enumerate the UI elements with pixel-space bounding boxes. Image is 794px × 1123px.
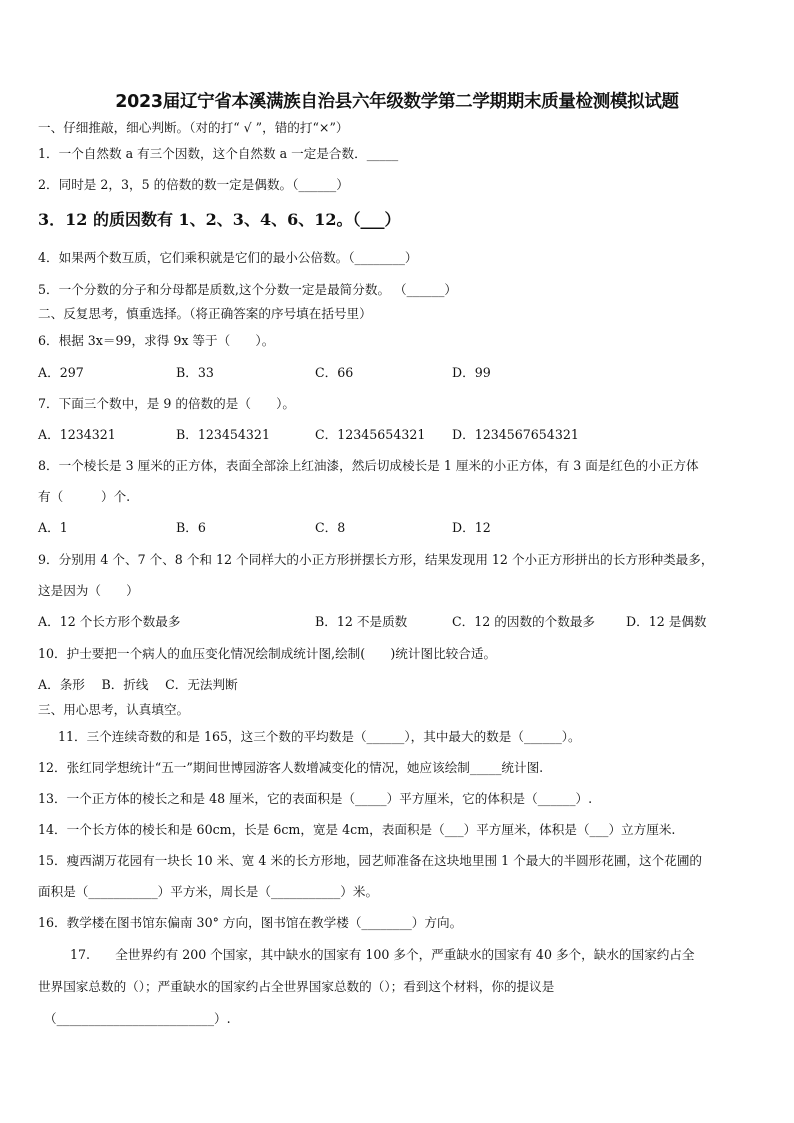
question-17-line-3: （_________________________）. bbox=[44, 1011, 231, 1026]
option-c: C．66 bbox=[315, 365, 354, 380]
question-12: 12．张红同学想统计“五一”期间世博园游客人数增减变化的情况，她应该绘制_____统计图. bbox=[38, 760, 544, 775]
question-11: 11．三个连续奇数的和是 165，这三个数的平均数是（______），其中最大的数是（______）。 bbox=[58, 729, 581, 744]
question-10: 10．护士要把一个病人的血压变化情况绘制成统计图,绘制( )统计图比较合适。 bbox=[38, 646, 497, 661]
question-10-options: A．条形 B．折线 C．无法判断 bbox=[38, 677, 238, 692]
page-title: 2023届辽宁省本溪满族自治县六年级数学第二学期期末质量检测模拟试题 bbox=[115, 92, 679, 112]
option-d: D．12 是偶数 bbox=[626, 614, 707, 629]
option-a: A．12 个长方形个数最多 bbox=[38, 614, 181, 629]
question-4: 4．如果两个数互质，它们乘积就是它们的最小公倍数。（________） bbox=[38, 250, 418, 265]
option-d: D．12 bbox=[452, 520, 491, 535]
option-d: D．1234567654321 bbox=[452, 427, 579, 442]
option-a: A．297 bbox=[38, 365, 84, 380]
question-14: 14．一个长方体的棱长和是 60cm，长是 6cm，宽是 4cm，表面积是（___）平方厘米，体积是（___）立方厘米. bbox=[38, 822, 676, 837]
option-b: B．6 bbox=[176, 520, 206, 535]
question-5: 5．一个分数的分子和分母都是质数,这个分数一定是最简分数。 （______） bbox=[38, 282, 458, 297]
question-7: 7．下面三个数中，是 9 的倍数的是（ ）。 bbox=[38, 396, 296, 411]
question-13: 13．一个正方体的棱长之和是 48 厘米，它的表面积是（_____）平方厘米，它的体积是（______）. bbox=[38, 791, 593, 806]
question-15-line-2: 面积是（___________）平方米，周长是（___________）米。 bbox=[38, 884, 379, 899]
option-b: B．123454321 bbox=[176, 427, 270, 442]
question-8-line-1: 8．一个棱长是 3 厘米的正方体，表面全部涂上红油漆，然后切成棱长是 1 厘米的小正方体，有 3 面是红色的小正方体 bbox=[38, 458, 699, 473]
option-b: B．33 bbox=[176, 365, 214, 380]
question-1: 1．一个自然数 a 有三个因数，这个自然数 a 一定是合数．_____ bbox=[38, 146, 399, 161]
question-9-line-1: 9．分别用 4 个、7 个、8 个和 12 个同样大的小正方形拼摆长方形，结果发现用 12 个小正方形拼出的长方形种类最多， bbox=[38, 552, 714, 567]
option-c: C．12 的因数的个数最多 bbox=[452, 614, 596, 629]
question-17-line-1: 17. 全世界约有 200 个国家，其中缺水的国家有 100 多个，严重缺水的国家有 40 多个，缺水的国家约占全 bbox=[70, 947, 695, 962]
option-c: C．8 bbox=[315, 520, 346, 535]
option-a: A．1 bbox=[38, 520, 68, 535]
question-8-line-2: 有（ ）个. bbox=[38, 489, 131, 504]
section-heading-3: 三、用心思考，认真填空。 bbox=[38, 702, 190, 717]
option-a: A．1234321 bbox=[38, 427, 116, 442]
question-2: 2．同时是 2，3，5 的倍数的数一定是偶数。（______） bbox=[38, 177, 349, 192]
question-15-line-1: 15．瘦西湖万花园有一块长 10 米、宽 4 米的长方形地，园艺师准备在这块地里围 1 个最大的半圆形花圃，这个花圃的 bbox=[38, 853, 703, 868]
section-heading-1: 一、仔细推敲，细心判断。（对的打“ √ ”，错的打“×”） bbox=[38, 120, 349, 135]
option-d: D．99 bbox=[452, 365, 491, 380]
question-3: 3．12 的质因数有 1、2、3、4、6、12。（___） bbox=[38, 210, 401, 229]
option-c: C．12345654321 bbox=[315, 427, 426, 442]
question-6: 6．根据 3x＝99，求得 9x 等于（ ）。 bbox=[38, 333, 275, 348]
question-17-line-2: 世界国家总数的（）；严重缺水的国家约占全世界国家总数的（）；看到这个材料，你的提议是 bbox=[38, 979, 555, 994]
option-b: B．12 不是质数 bbox=[315, 614, 408, 629]
section-heading-2: 二、反复思考，慎重选择。（将正确答案的序号填在括号里） bbox=[38, 306, 372, 321]
question-16: 16．教学楼在图书馆东偏南 30° 方向，图书馆在教学楼（________）方向。 bbox=[38, 915, 463, 930]
question-9-line-2: 这是因为（ ） bbox=[38, 583, 139, 598]
